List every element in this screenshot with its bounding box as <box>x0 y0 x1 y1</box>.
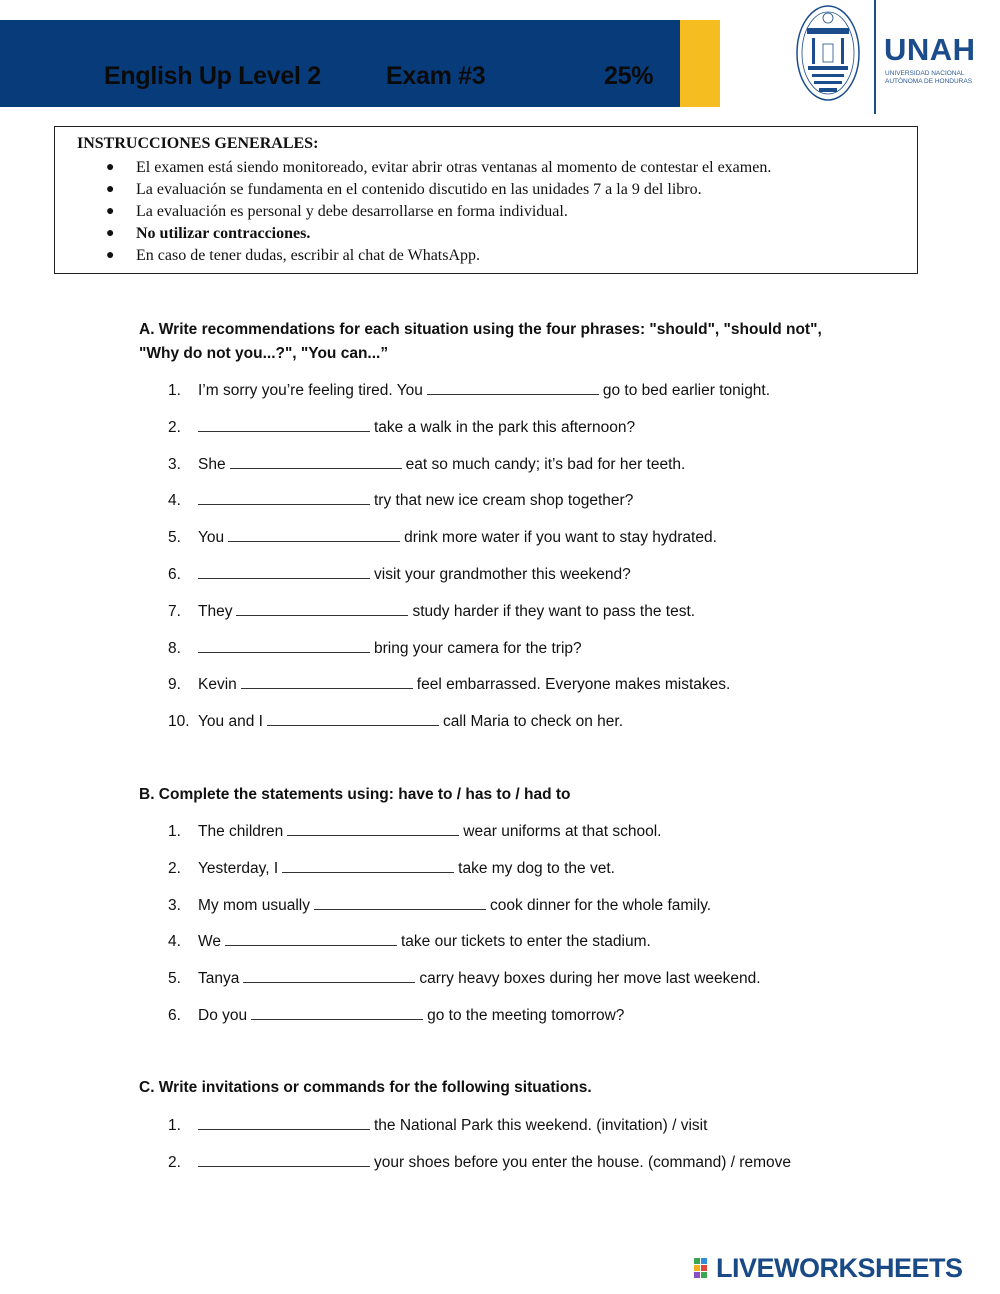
item-text-after: go to bed earlier tonight. <box>602 382 771 399</box>
item-text-after: visit your grandmother this weekend? <box>374 566 631 583</box>
instructions-list <box>55 157 771 267</box>
item-number: 6. <box>168 1007 181 1024</box>
exercise-item <box>168 490 633 511</box>
item-text-before: You <box>198 529 225 547</box>
instruction-item: ● No utilizar contracciones. <box>55 223 771 245</box>
exercise-item <box>168 968 761 989</box>
exercise-item <box>168 638 582 659</box>
bullet-icon: ● <box>106 226 115 241</box>
bullet-icon: ● <box>106 160 115 175</box>
item-number: 1. <box>168 1117 181 1134</box>
item-number: 9. <box>168 676 181 694</box>
answer-blank[interactable] <box>243 968 415 983</box>
header-accent-bar <box>680 20 720 107</box>
exercise-item <box>168 674 730 695</box>
answer-blank[interactable] <box>282 858 454 873</box>
item-text-after: bring your camera for the trip? <box>374 639 582 657</box>
section-c-heading: C. Write invitations or commands for the following situations. <box>139 1079 592 1096</box>
exercise-item <box>168 858 615 879</box>
item-text-after: take our tickets to enter the stadium. <box>400 933 651 951</box>
bullet-icon: ● <box>106 182 115 197</box>
item-text-after: the National Park this weekend. (invitation) / visit <box>374 1117 708 1134</box>
item-text-before: Kevin <box>198 676 237 694</box>
item-text-before: Tanya <box>198 970 240 988</box>
exercise-item <box>168 895 711 916</box>
item-text-after: feel embarrassed. Everyone makes mistakes. <box>416 676 731 694</box>
instructions-box <box>54 126 918 274</box>
item-number: 8. <box>168 639 181 657</box>
exercise-item <box>168 454 685 475</box>
item-text-after: go to the meeting tomorrow? <box>427 1007 625 1024</box>
instruction-item: ● En caso de tener dudas, escribir al chat de WhatsApp. <box>55 245 771 267</box>
item-text-before: We <box>198 933 221 951</box>
instruction-item: ● La evaluación es personal y debe desarrollarse en forma individual. <box>55 201 771 223</box>
bullet-icon: ● <box>106 204 115 219</box>
answer-blank[interactable] <box>198 417 370 432</box>
answer-blank[interactable] <box>198 490 370 505</box>
unah-subtitle: UNIVERSIDAD NACIONAL AUTÓNOMA DE HONDURAS <box>885 70 973 85</box>
item-text-after: take my dog to the vet. <box>458 859 615 877</box>
item-number: 6. <box>168 566 181 583</box>
answer-blank[interactable] <box>427 380 599 395</box>
exercise-item <box>168 380 770 401</box>
answer-blank[interactable] <box>230 454 402 469</box>
bullet-icon: ● <box>106 248 115 263</box>
item-text-after: cook dinner for the whole family. <box>489 896 712 914</box>
item-number: 4. <box>168 492 181 510</box>
item-text-after: study harder if they want to pass the test. <box>412 602 696 620</box>
unah-divider <box>874 0 876 114</box>
exercise-item <box>168 821 661 842</box>
answer-blank[interactable] <box>198 1152 370 1167</box>
item-text-after: drink more water if you want to stay hydrated. <box>404 529 717 547</box>
answer-blank[interactable] <box>225 931 397 946</box>
answer-blank[interactable] <box>267 711 439 726</box>
item-text-before: I’m sorry you’re feeling tired. You <box>198 382 423 399</box>
item-number: 4. <box>168 933 181 951</box>
item-text-before: The children <box>198 823 284 840</box>
item-number: 1. <box>168 382 181 399</box>
item-number: 2. <box>168 859 181 877</box>
item-text-after: try that new ice cream shop together? <box>374 492 634 510</box>
item-text-after: wear uniforms at that school. <box>463 823 662 840</box>
item-number: 2. <box>168 418 181 436</box>
answer-blank[interactable] <box>287 821 459 836</box>
item-number: 3. <box>168 896 181 914</box>
instruction-item: ● El examen está siendo monitoreado, evitar abrir otras ventanas al momento de contestar el examen. <box>55 157 771 179</box>
answer-blank[interactable] <box>228 527 400 542</box>
item-text-after: call Maria to check on her. <box>442 713 623 731</box>
exercise-item <box>168 711 623 732</box>
section-b-heading: B. Complete the statements using: have to / has to / had to <box>139 786 571 803</box>
item-text-before: My mom usually <box>198 896 310 914</box>
item-number: 5. <box>168 529 181 547</box>
item-text-before: You and I <box>198 713 263 731</box>
unah-logo-text: UNAH <box>884 32 976 67</box>
item-text-before: They <box>198 602 233 620</box>
section-a-heading: A. Write recommendations for each situation using the four phrases: "should", "should not", "Why do not you...?", "You can...” <box>139 321 822 362</box>
liveworksheets-brand: LIVEWORKSHEETS <box>716 1253 963 1283</box>
course-title: English Up Level 2 <box>104 62 321 90</box>
exercise-item <box>168 1152 791 1173</box>
answer-blank[interactable] <box>251 1005 423 1020</box>
exercise-item <box>168 931 651 952</box>
exercise-item <box>168 564 631 585</box>
answer-blank[interactable] <box>241 674 413 689</box>
item-number: 5. <box>168 970 181 988</box>
item-number: 3. <box>168 455 181 473</box>
exercise-item <box>168 417 635 438</box>
item-text-before: Do you <box>198 1007 248 1024</box>
item-text-after: take a walk in the park this afternoon? <box>374 418 636 436</box>
exercise-item <box>168 601 695 622</box>
answer-blank[interactable] <box>198 564 370 579</box>
item-text-after: your shoes before you enter the house. (command) / remove <box>374 1153 791 1171</box>
item-number: 10. <box>168 713 190 731</box>
exam-weight: 25% <box>604 62 654 90</box>
exam-title: Exam #3 <box>386 62 486 90</box>
answer-blank[interactable] <box>236 601 408 616</box>
item-text-before: Yesterday, I <box>198 859 279 877</box>
item-number: 1. <box>168 823 181 840</box>
item-text-before: She <box>198 455 226 473</box>
answer-blank[interactable] <box>198 638 370 653</box>
university-seal-icon <box>796 4 860 102</box>
answer-blank[interactable] <box>198 1115 370 1130</box>
liveworksheets-logo-icon <box>694 1258 716 1280</box>
item-number: 2. <box>168 1153 181 1171</box>
header-banner <box>0 20 680 107</box>
item-number: 7. <box>168 602 181 620</box>
instruction-item: ● La evaluación se fundamenta en el contenido discutido en las unidades 7 a la 9 del libro. <box>55 179 771 201</box>
instructions-title: INSTRUCCIONES GENERALES: <box>77 135 319 152</box>
answer-blank[interactable] <box>314 895 486 910</box>
item-text-after: eat so much candy; it’s bad for her teeth. <box>405 455 686 473</box>
item-text-after: carry heavy boxes during her move last weekend. <box>419 970 761 988</box>
exercise-item <box>168 1005 624 1026</box>
exercise-item <box>168 1115 707 1136</box>
exercise-item <box>168 527 717 548</box>
